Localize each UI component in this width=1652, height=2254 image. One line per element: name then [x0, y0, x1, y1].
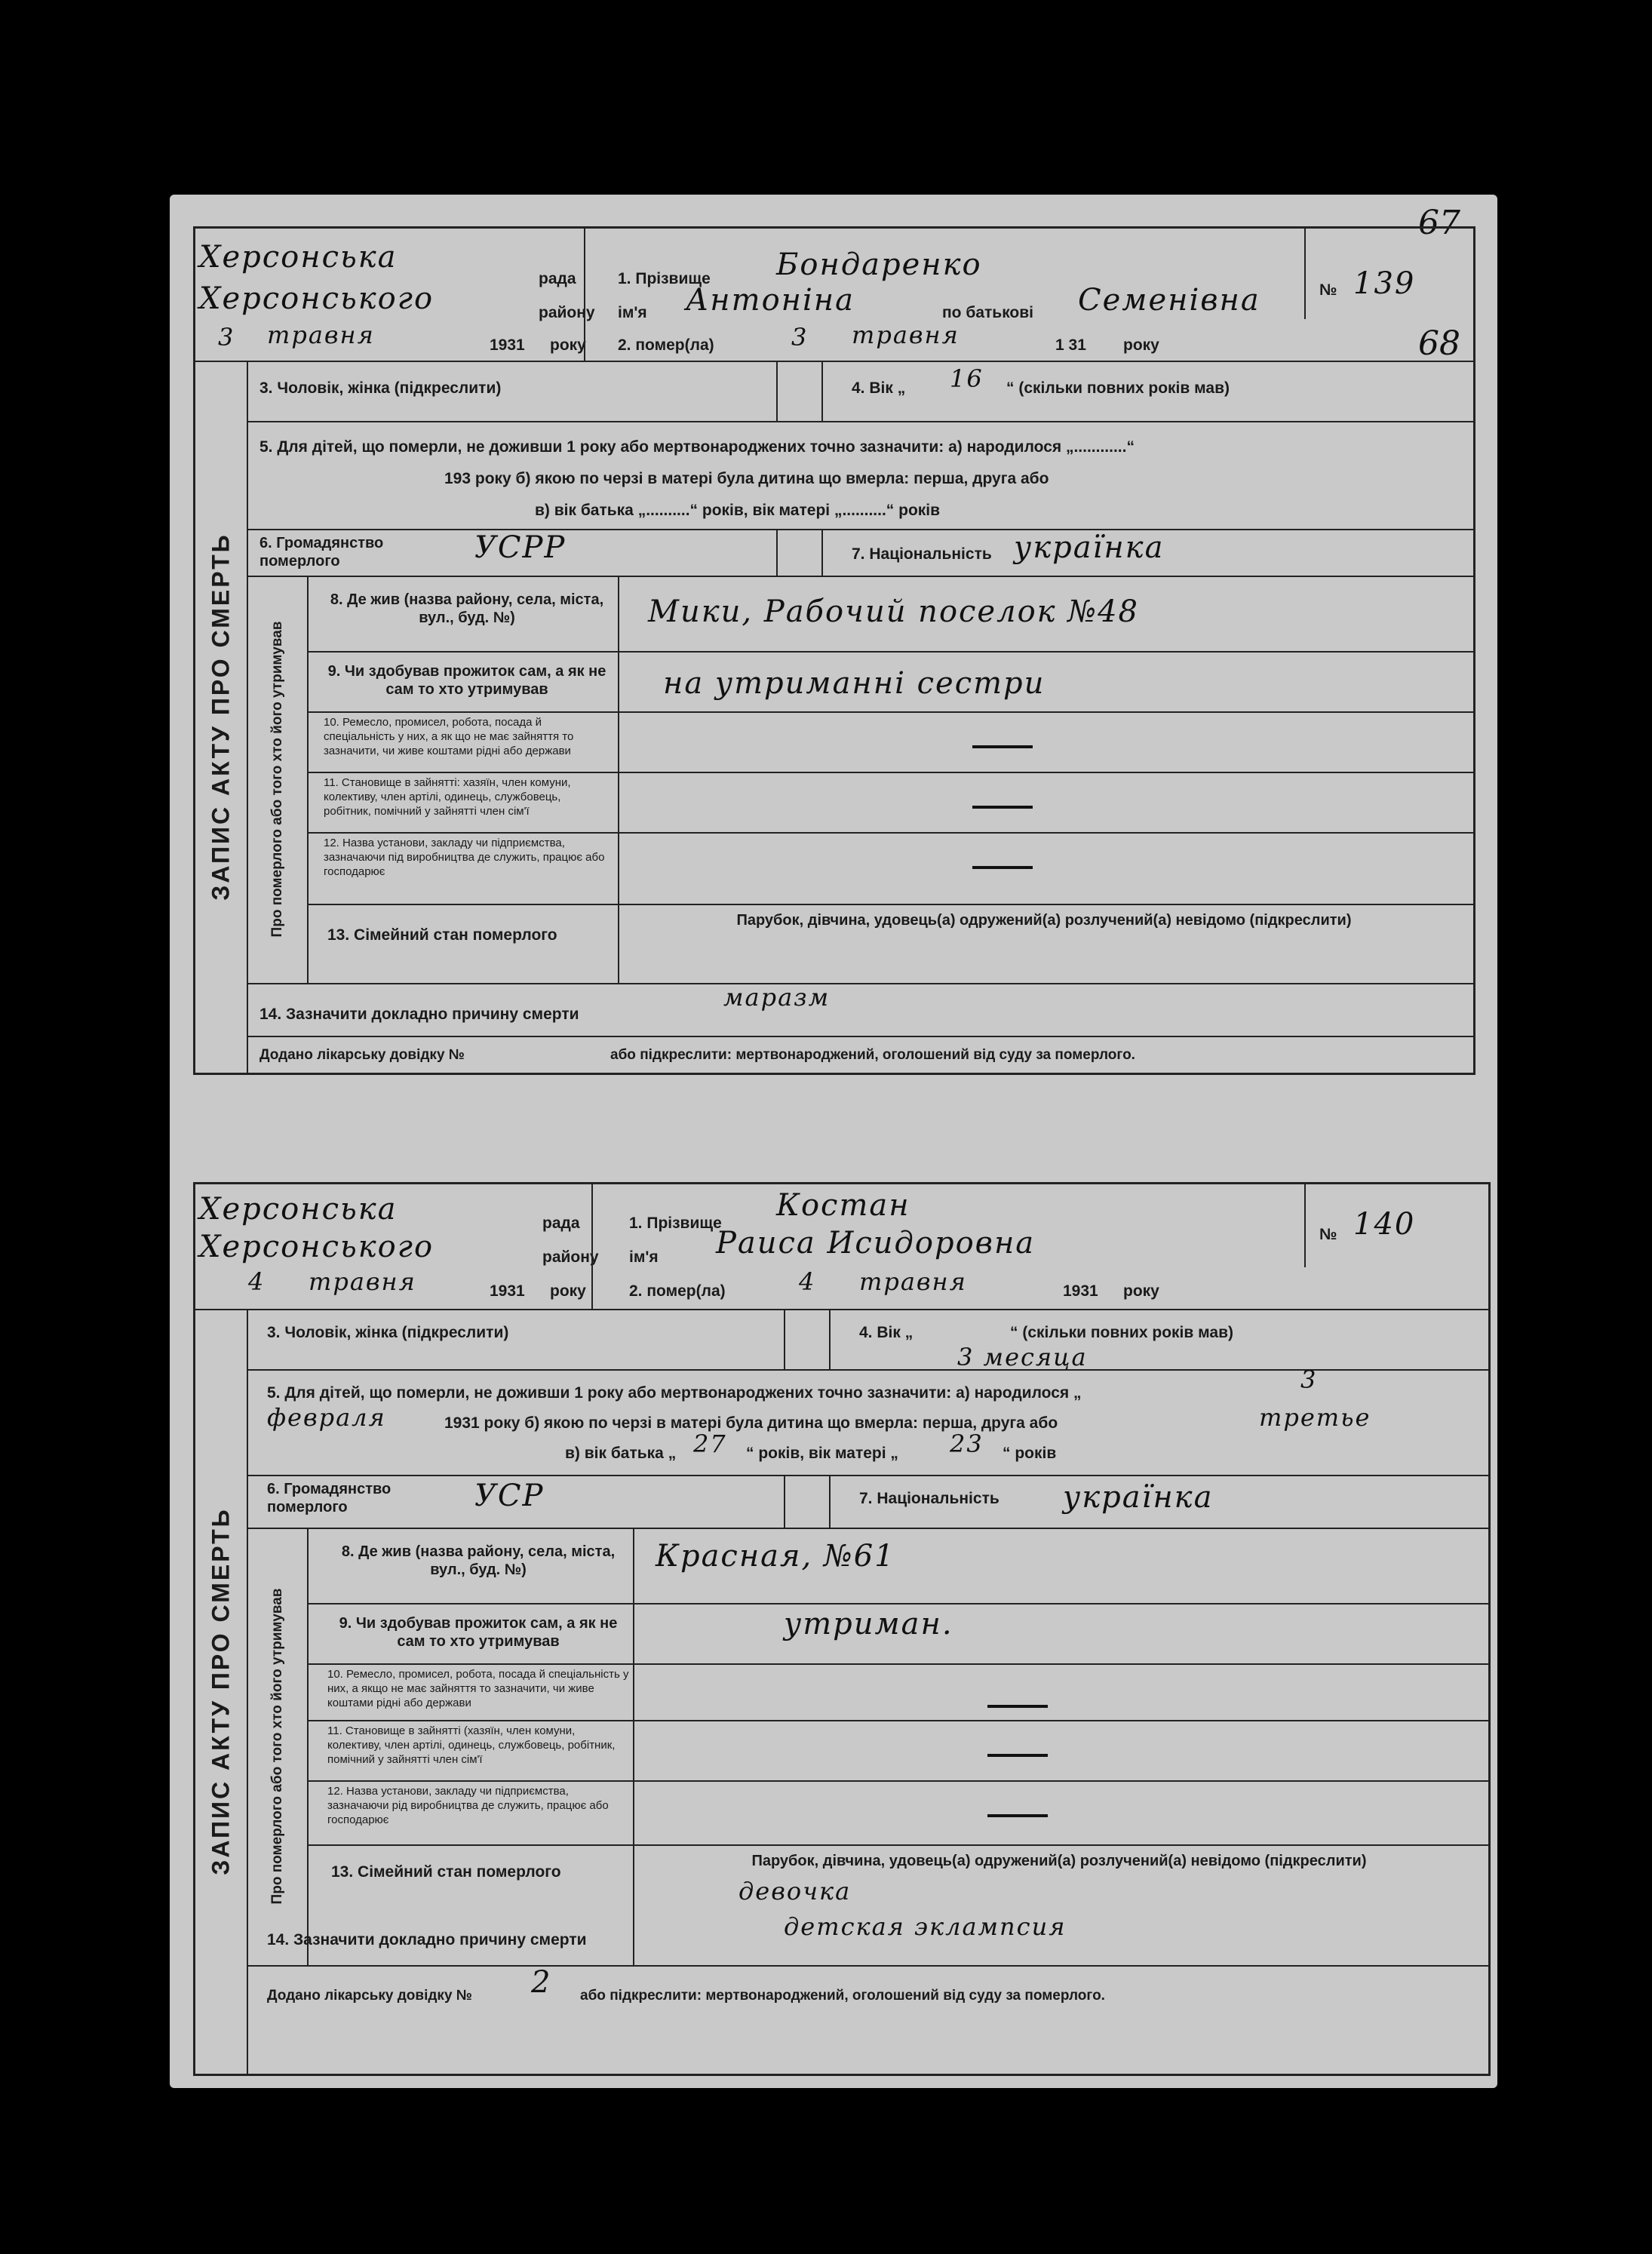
- record-month: травня: [309, 1267, 416, 1296]
- field-5-line2: 1931 року б) якою по черзі в матері була дитина що вмерла: перша, друга або: [444, 1414, 1058, 1432]
- field-5-line1: 5. Для дітей, що померли, не доживши 1 року або мертвонароджених точно зазначити: а) народилося „: [267, 1384, 1082, 1402]
- family-options: Парубок, дівчина, удовець(а) одружений(а) розлучений(а) невідомо (підкреслити): [751, 1853, 1367, 1869]
- field-6-citizenship: 6. Громадянство померлого: [259, 535, 384, 570]
- corner-mark-top: 67: [1418, 204, 1460, 242]
- patronymic-label: по батькові: [942, 304, 1033, 321]
- death-year-label: року: [1123, 336, 1159, 354]
- surname-label: 1. Прізвище: [618, 270, 711, 287]
- name-value: Антоніна: [686, 283, 855, 318]
- field-4-age-suffix: “ (скільки повних років мав): [1006, 379, 1230, 397]
- field-4-age-prefix: 4. Вік „: [859, 1324, 914, 1341]
- born-day: 3: [1300, 1365, 1318, 1394]
- year-label: року: [550, 336, 586, 354]
- rayon-label: району: [542, 1248, 599, 1266]
- status-dash: [972, 806, 1033, 809]
- address-value: Красная, №61: [656, 1539, 895, 1574]
- rada-value: Херсонська: [199, 1192, 398, 1227]
- field-10-occupation: 10. Ремесло, промисел, робота, посада й спеціальність у них, а як що не має зайняття то зазначити, чи живе коштами рідні або держави: [324, 716, 574, 757]
- rada-value: Херсонська: [199, 240, 398, 275]
- field-5-line3-end: “ років: [1003, 1445, 1057, 1462]
- field-5-line1: 5. Для дітей, що померли, не доживши 1 року або мертвонароджених точно зазначити: а) народилося „............“: [259, 438, 1135, 456]
- subsection-sidebar: Про померлого або того хто його утримував: [248, 1528, 309, 1965]
- number-label: №: [1319, 281, 1337, 299]
- subsection-sidebar: Про померлого або того хто його утримував: [248, 576, 309, 983]
- address-value: Мики, Рабочий поселок №48: [648, 594, 1139, 629]
- name-label: ім'я: [618, 304, 647, 321]
- mother-age: 23: [950, 1429, 984, 1458]
- surname-value: Бондаренко: [776, 247, 982, 282]
- field-11-status: 11. Становище в зайнятті (хазяїн, член комуни, колективу, член артілі, одинець, службовець, робітник, помічний у зайнятті член сім'ї: [327, 1724, 616, 1766]
- family-value: девочка: [738, 1877, 852, 1905]
- death-month: травня: [852, 321, 960, 349]
- field-14-cause: 14. Зазначити докладно причину смерти: [267, 1931, 587, 1948]
- born-month: февраля: [267, 1403, 386, 1432]
- name-value: Раиса Исидоровна: [716, 1226, 1036, 1261]
- number-label: №: [1319, 1226, 1337, 1243]
- year-label: року: [550, 1282, 586, 1300]
- name-label: ім'я: [629, 1248, 659, 1266]
- field-13-family: 13. Сімейний стан померлого: [331, 1863, 561, 1881]
- field-10-occupation: 10. Ремесло, промисел, робота, посада й спеціальність у них, а якщо не має зайняття то зазначити, чи живе коштами рідні або держави: [327, 1668, 629, 1709]
- field-8-address: 8. Де жив (назва району, села, міста, вул., буд. №): [330, 591, 604, 626]
- surname-label: 1. Прізвище: [629, 1215, 722, 1232]
- age-value: 3 месяца: [957, 1343, 1088, 1371]
- institution-dash: [972, 866, 1033, 869]
- field-11-status: 11. Становище в зайнятті: хазяїн, член комуни, колективу, член артілі, одинець, службовець, робітник, помічний у зайнятті член сім'ї: [324, 776, 571, 818]
- surname-value: Костан: [776, 1188, 910, 1223]
- footer-suffix: або підкреслити: мертвонароджений, оголошений від суду за померлого.: [610, 1047, 1135, 1063]
- death-label: 2. помер(ла): [629, 1282, 726, 1300]
- record-year: 1931: [490, 336, 525, 354]
- rada-label: рада: [539, 270, 576, 287]
- field-6-citizenship: 6. Громадянство померлого: [267, 1481, 392, 1515]
- occupation-dash: [987, 1705, 1048, 1708]
- cause-value: маразм: [723, 983, 831, 1012]
- status-dash: [987, 1754, 1048, 1757]
- field-14-cause: 14. Зазначити докладно причину смерти: [259, 1006, 579, 1023]
- corner-mark-bottom: 68: [1418, 324, 1460, 363]
- field-3-sex: 3. Чоловік, жінка (підкреслити): [267, 1324, 509, 1341]
- support-value: утриман.: [784, 1607, 953, 1641]
- age-value: 16: [950, 364, 984, 393]
- field-13-family: 13. Сімейний стан померлого: [327, 926, 557, 944]
- death-label: 2. помер(ла): [618, 336, 714, 354]
- record-sidebar: ЗАПИС АКТУ ПРО СМЕРТЬ: [195, 361, 248, 1073]
- family-options: Парубок, дівчина, удовець(а) одружений(а) розлучений(а) невідомо (підкреслити): [736, 912, 1352, 929]
- occupation-dash: [972, 745, 1033, 748]
- record-number: 140: [1353, 1207, 1416, 1242]
- rayon-value: Херсонського: [199, 281, 434, 316]
- field-4-age-suffix: “ (скільки повних років мав): [1010, 1324, 1233, 1341]
- field-4-age-prefix: 4. Вік „: [852, 379, 906, 397]
- field-5-line3: в) вік батька „..........“ років, вік матері „..........“ років: [535, 502, 941, 519]
- record-sidebar: ЗАПИС АКТУ ПРО СМЕРТЬ: [195, 1309, 248, 2074]
- rayon-label: району: [539, 304, 595, 321]
- citizenship-value: УСРР: [474, 530, 567, 565]
- certificate-number: 2: [531, 1965, 552, 2000]
- record-day: 3: [218, 323, 235, 352]
- death-year-label: року: [1123, 1282, 1159, 1300]
- footer-suffix: або підкреслити: мертвонароджений, оголошений від суду за померлого.: [580, 1988, 1105, 2004]
- death-year: 1 31: [1055, 336, 1086, 354]
- footer-prefix: Додано лікарську довідку №: [267, 1988, 472, 2004]
- record-year: 1931: [490, 1282, 525, 1300]
- mother-age-prefix: “ років, вік матері „: [746, 1445, 898, 1462]
- field-9-support: 9. Чи здобував прожиток сам, а як не сам то хто утримував: [339, 1615, 618, 1650]
- field-5-line2: 193 року б) якою по черзі в матері була дитина що вмерла: перша, друга або: [444, 470, 1049, 487]
- field-7-nationality: 7. Національність: [852, 545, 992, 563]
- field-9-support: 9. Чи здобував прожиток сам, а як не сам то хто утримував: [327, 663, 606, 698]
- record-day: 4: [248, 1267, 266, 1296]
- record-number: 139: [1353, 266, 1416, 301]
- patronymic-value: Семенівна: [1078, 283, 1260, 318]
- death-day: 4: [799, 1267, 816, 1296]
- nationality-value: українка: [1014, 530, 1165, 565]
- support-value: на утриманні сестри: [663, 666, 1046, 701]
- birth-order: третье: [1259, 1403, 1371, 1432]
- father-age: 27: [693, 1429, 727, 1458]
- father-age-prefix: в) вік батька „: [565, 1445, 677, 1462]
- death-record-2: [193, 1182, 1491, 2076]
- field-8-address: 8. Де жив (назва району, села, міста, вул., буд. №): [341, 1543, 616, 1578]
- institution-dash: [987, 1814, 1048, 1817]
- record-month: травня: [267, 321, 375, 349]
- field-7-nationality: 7. Національність: [859, 1490, 999, 1507]
- field-12-institution: 12. Назва установи, закладу чи підприємства, зазначаючи під виробництва де служить, працює або господарює: [324, 837, 605, 878]
- rada-label: рада: [542, 1215, 580, 1232]
- cause-value: детская эклампсия: [784, 1912, 1067, 1941]
- footer-prefix: Додано лікарську довідку №: [259, 1047, 465, 1063]
- rayon-value: Херсонського: [199, 1230, 434, 1264]
- nationality-value: українка: [1063, 1480, 1214, 1515]
- death-month: травня: [859, 1267, 967, 1296]
- field-12-institution: 12. Назва установи, закладу чи підприємства, зазначаючи рід виробництва де служить, працює або господарює: [327, 1785, 609, 1826]
- field-3-sex: 3. Чоловік, жінка (підкреслити): [259, 379, 502, 397]
- citizenship-value: УСР: [474, 1479, 545, 1513]
- death-record-1: [193, 226, 1475, 1075]
- death-day: 3: [791, 323, 809, 352]
- death-year: 1931: [1063, 1282, 1098, 1300]
